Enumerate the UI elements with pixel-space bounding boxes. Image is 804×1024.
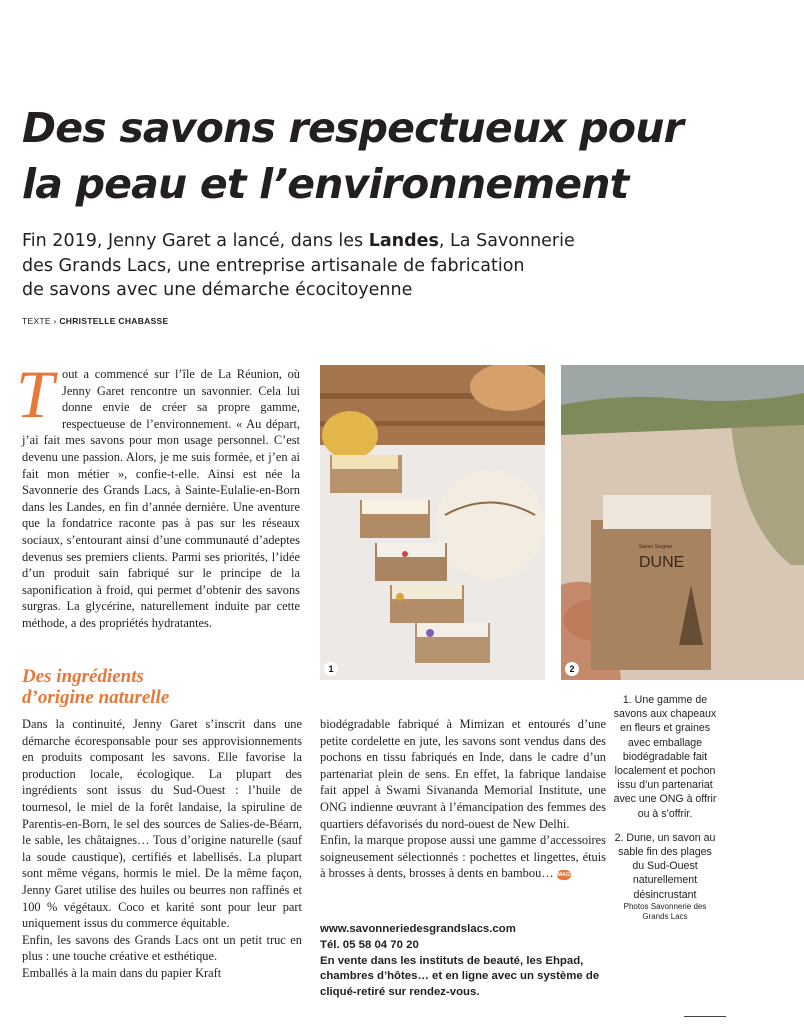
- byline: [22, 316, 168, 326]
- section2-column-1: [22, 716, 302, 982]
- subheading-line-2: d’origine naturelle: [22, 687, 170, 708]
- intro-paragraph: [16, 356, 300, 632]
- contact-block: [320, 922, 610, 1001]
- photo-number-badge: 2: [565, 662, 579, 676]
- photo-soaps: [320, 365, 545, 680]
- subheading-line-1: Des ingrédients: [22, 666, 144, 687]
- title-line-2: la peau et l’environnement: [22, 160, 629, 208]
- standfirst-text: Fin 2019, Jenny Garet a lancé, dans les: [22, 231, 369, 251]
- photo-number-badge: 1: [324, 662, 338, 676]
- photo-credit: Photos Savonnerie des Grands Lacs: [623, 901, 707, 922]
- standfirst-bold-place: Landes: [368, 231, 439, 251]
- photo-dune-illustration: [561, 365, 804, 680]
- standfirst-line-1: [22, 229, 722, 254]
- title-line-1: Des savons respectueux pour: [22, 104, 684, 152]
- paragraph: Enfin, les savons des Grands Lacs ont un petit truc en plus : une touche créative et esthétique.: [22, 932, 302, 964]
- standfirst: [22, 229, 722, 303]
- section2-column-2: [320, 716, 606, 882]
- byline-label: TEXTE ›: [22, 316, 60, 326]
- drop-cap: T: [16, 356, 54, 432]
- sales-info: En vente dans les instituts de beauté, les Ehpad, chambres d’hôtes… et en ligne avec un système de cliqué-retiré sur rendez-vous.: [320, 954, 600, 999]
- phone-number: Tél. 05 58 04 70 20: [320, 938, 419, 951]
- caption-1: 1. Une gamme de savons aux chapeaux en fleurs et graines avec emballage biodégradable fait localement et pochon issu d’un partenariat avec une ONG à offrir ou à s’offrir.: [613, 694, 717, 820]
- photo-captions: [612, 693, 718, 933]
- standfirst-text: , La Savonnerie: [438, 231, 575, 251]
- paragraph-text: Enfin, la marque propose aussi une gamme d’accessoires soigneusement sélectionnés : pochettes et lingettes, étuis à brosses à dents, brosses à dents en bambou…: [320, 833, 606, 881]
- packaging-brand-small: Savon Surgras: [639, 544, 673, 550]
- article-title: [22, 100, 792, 212]
- standfirst-line-2: des Grands Lacs, une entreprise artisanale de fabrication: [22, 255, 525, 276]
- mag-end-mark-icon: MAG: [557, 871, 571, 878]
- paragraph: biodégradable fabriqué à Mimizan et entourés d’une petite cordelette en jute, les savons sont vendus dans des pochons en tissu fabriqués en Inde, dans le cadre d’un partenariat plein de sens. En effet, la fabrique landaise fait appel à Swami Sivananda Memorial Institute, une ONG indienne œuvrant à l’émancipation des femmes des quartiers défavorisés du nord-ouest de New Delhi.: [320, 717, 606, 831]
- footer-divider: [684, 1016, 726, 1017]
- photo-dune-soap: [561, 365, 804, 680]
- paragraph: Dans la continuité, Jenny Garet s’inscrit dans une démarche écoresponsable pour ses approvisionnements en produits composant les savons. Elle favorise la production locale, écologique. La plupart des ingrédients sont issus du Sud-Ouest : l’huile de tournesol, le miel de la forêt landaise, la spiruline de Parentis-en-Born, le sel des sources de Salies-de-Béarn, le sable, les châtaignes… Tous d’origine naturelle (sauf la soude caustique), certifiés et labellisés. La plupart sont même végans, hormis le miel. De la même façon, Jenny Garet utilise des huiles ou beurres non raffinés et 100 % végétaux. Coco et karité sont pour leur part uniquement issus du commerce équitable.: [22, 717, 302, 931]
- paragraph: Emballés à la main dans du papier Kraft: [22, 965, 222, 980]
- intro-text: out a commencé sur l’île de La Réunion, où Jenny Garet rencontre un savonnier. Cela lui donne envie de créer sa propre gamme, respectueuse de l’environnement. « Au départ, j’ai fait mes savons pour mon usage personnel. C’est devenu une passion. Alors, je me suis formée, et j’en ai fait mon métier », confie-t-elle. Ainsi est née la Savonnerie des Grands Lacs, à Sainte-Eulalie-en-Born dans les Landes, en fin d’année dernière. Une aventure que la fondatrice raconte pas à pas sur les réseaux sociaux, s’entourant ainsi d’une communauté d’adeptes devenus ses premiers clients. Parmi ses priorités, l’idée d’un produit sain fabriqué sur le principe de la saponification à froid, qui permet d’obtenir des savons surgras. La glycérine, naturellement induite par cette méthode, a des propriétés hydratantes.: [22, 367, 300, 630]
- byline-author: CHRISTELLE CHABASSE: [59, 316, 169, 326]
- photo-soaps-illustration: [320, 365, 545, 680]
- packaging-product-name: DUNE: [639, 554, 685, 571]
- website-link[interactable]: www.savonneriedesgrandslacs.com: [320, 923, 516, 935]
- section-subheading: [22, 666, 302, 708]
- paragraph-with-end-mark: [320, 832, 606, 882]
- standfirst-line-3: de savons avec une démarche écocitoyenne: [22, 280, 413, 300]
- caption-2: 2. Dune, un savon au sable fin des plages du Sud-Ouest naturellement désincrustant: [614, 831, 716, 901]
